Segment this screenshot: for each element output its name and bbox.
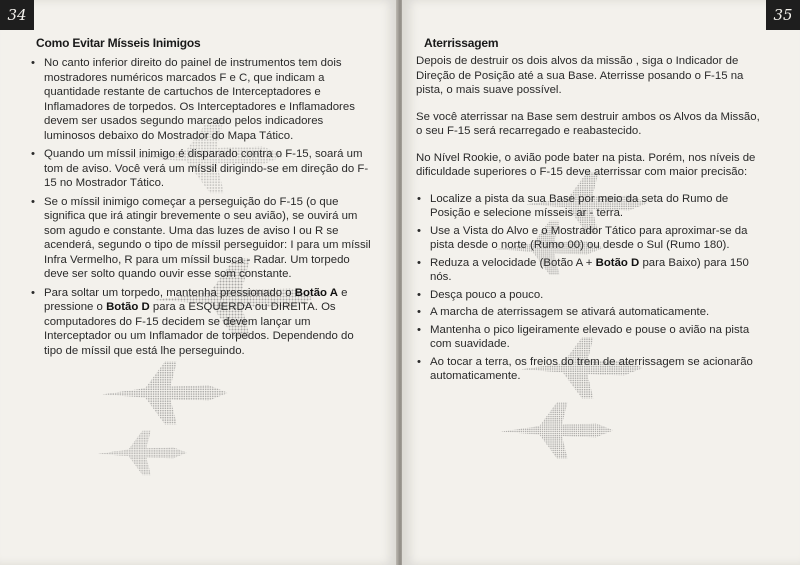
list-item: • Se o míssil inimigo começar a perseguição do F-15 (o que significa que irá atingir brevemente o seu avião), se ouvirá um som agudo e constante. Uma das luzes de aviso I ou R se acenderá, segundo o tipo de míssil perseguidor: I para um míssil Infra Vermelho, R para um míssil busca - Radar. Um torpedo deve ser solto quando ouvir esse som constante.: [30, 195, 373, 282]
list-item: • No canto inferior direito do painel de instrumentos tem dois mostradores numéricos marcados F e C, que indicam a quantidade restante de cartuchos de Interceptadores e Inflamadores de torpedos. Os Interceptadores e Inflamadores devem ser usados segundo marcado pelos indicadores luminosos debaixo do Mostrador do Mapa Tático.: [30, 56, 373, 143]
list-item: • Reduza a velocidade (Botão A + Botão D para Baixo) para 150 nós.: [416, 256, 766, 285]
page-number-right: 35: [766, 0, 800, 30]
right-body: [416, 54, 766, 387]
page-number-left: 34: [0, 0, 34, 30]
jet-illustration-2: [95, 355, 235, 430]
list-item: • Ao tocar a terra, os freios do trem de aterrissagem se acionarão automaticamente.: [416, 355, 766, 384]
button-d-label: Botão D: [595, 256, 640, 269]
list-item: • A marcha de aterrissagem se ativará automaticamente.: [416, 305, 766, 320]
jet-illustration-8: [497, 395, 617, 465]
paragraph: No Nível Rookie, o avião pode bater na pista. Porém, nos níveis de dificuldade superiores o F-15 deve aterrissar com maior precisão:: [416, 151, 756, 178]
list-item: • Para soltar um torpedo, mantenha pressionado o Botão A e pressione o Botão D para a ESQUERDA ou DIREITA. Os computadores do F-15 decidem se devem lançar um Interceptador ou um Inflamador de torpedos. Dependendo do tipo de míssil que está lhe perseguindo.: [30, 286, 373, 359]
left-page: [0, 0, 398, 565]
button-a-label: Botão A: [294, 286, 338, 299]
left-body: [30, 56, 373, 362]
list-item: • Desça pouco a pouco.: [416, 288, 766, 303]
list-item: • Quando um míssil inimigo é disparado contra o F-15, soará um tom de aviso. Você verá um míssil dirigindo-se em direção do F-15 no Mostrador Tático.: [30, 147, 373, 191]
paragraph: Se você aterrissar na Base sem destruir ambos os Alvos da Missão, o seu F-15 será recarregado e reabastecido.: [416, 110, 760, 137]
right-page: [402, 0, 800, 565]
list-item: • Mantenha o pico ligeiramente elevado e pouse o avião na pista com suavidade.: [416, 323, 766, 352]
section-heading-missiles: Como Evitar Mísseis Inimigos: [36, 36, 201, 50]
button-d-label: Botão D: [106, 301, 150, 313]
paragraph: Depois de destruir os dois alvos da missão , siga o Indicador de Direção de Posição até a sua Base. Aterrisse posando o F-15 na pista, o mais suave possível.: [416, 55, 744, 96]
section-heading-landing: Aterrissagem: [424, 36, 499, 50]
jet-illustration-3: [95, 425, 190, 480]
list-item: • Localize a pista da sua Base por meio da seta do Rumo de Posição e selecione mísseis ar - terra.: [416, 192, 766, 221]
list-item: • Use a Vista do Alvo e o Mostrador Tático para aproximar-se da pista desde o norte (Rumo 00) ou desde o Sul (Rumo 180).: [416, 224, 766, 253]
